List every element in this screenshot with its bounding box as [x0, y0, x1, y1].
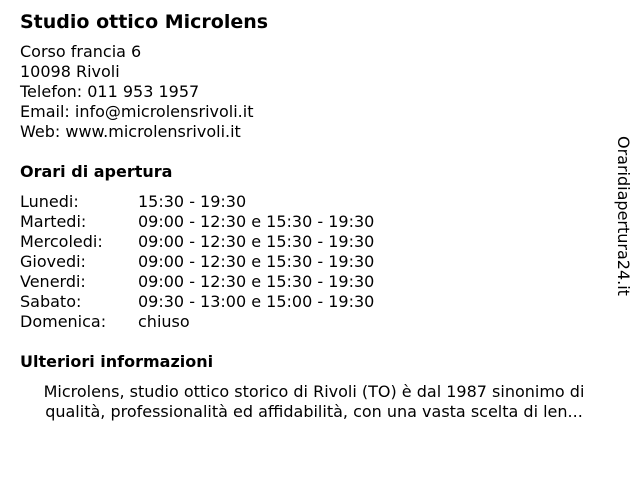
day-label: Lunedi:	[20, 192, 79, 211]
hours-row-sunday	[20, 312, 610, 332]
hours-heading: Orari di apertura	[20, 162, 173, 181]
day-label: Sabato:	[20, 292, 82, 311]
info-description: Microlens, studio ottico storico di Rivoli (TO) è dal 1987 sinonimo di qualità, professionalità ed affidabilità, con una vasta scelta di len...	[43, 382, 585, 421]
time-value: 09:00 - 12:30 e 15:30 - 19:30	[138, 272, 375, 291]
email-address: Email: info@microlensrivoli.it	[20, 102, 254, 121]
time-value: 15:30 - 19:30	[138, 192, 247, 211]
time-value: 09:00 - 12:30 e 15:30 - 19:30	[138, 212, 375, 231]
address-street: Corso francia 6	[20, 42, 142, 61]
time-value: chiuso	[138, 312, 190, 331]
day-label: Domenica:	[20, 312, 107, 331]
day-label: Martedi:	[20, 212, 87, 231]
hours-row-wednesday	[20, 232, 610, 252]
store-name: Studio ottico Microlens	[20, 11, 269, 33]
day-label: Venerdi:	[20, 272, 86, 291]
store-contact	[20, 42, 610, 142]
hours-row-tuesday	[20, 212, 610, 232]
info-heading: Ulteriori informazioni	[20, 352, 214, 371]
brand-watermark: Oraridiapertura24.it	[614, 136, 633, 296]
opening-hours-list	[20, 192, 610, 332]
hours-row-monday	[20, 192, 610, 212]
hours-row-thursday	[20, 252, 610, 272]
time-value: 09:30 - 13:00 e 15:00 - 19:30	[138, 292, 375, 311]
phone-number: Telefon: 011 953 1957	[20, 82, 200, 101]
time-value: 09:00 - 12:30 e 15:30 - 19:30	[138, 232, 375, 251]
hours-row-friday	[20, 272, 610, 292]
address-city: 10098 Rivoli	[20, 62, 120, 81]
hours-row-saturday	[20, 292, 610, 312]
time-value: 09:00 - 12:30 e 15:30 - 19:30	[138, 252, 375, 271]
website: Web: www.microlensrivoli.it	[20, 122, 241, 141]
store-card	[20, 8, 610, 422]
day-label: Giovedi:	[20, 252, 86, 271]
day-label: Mercoledi:	[20, 232, 103, 251]
